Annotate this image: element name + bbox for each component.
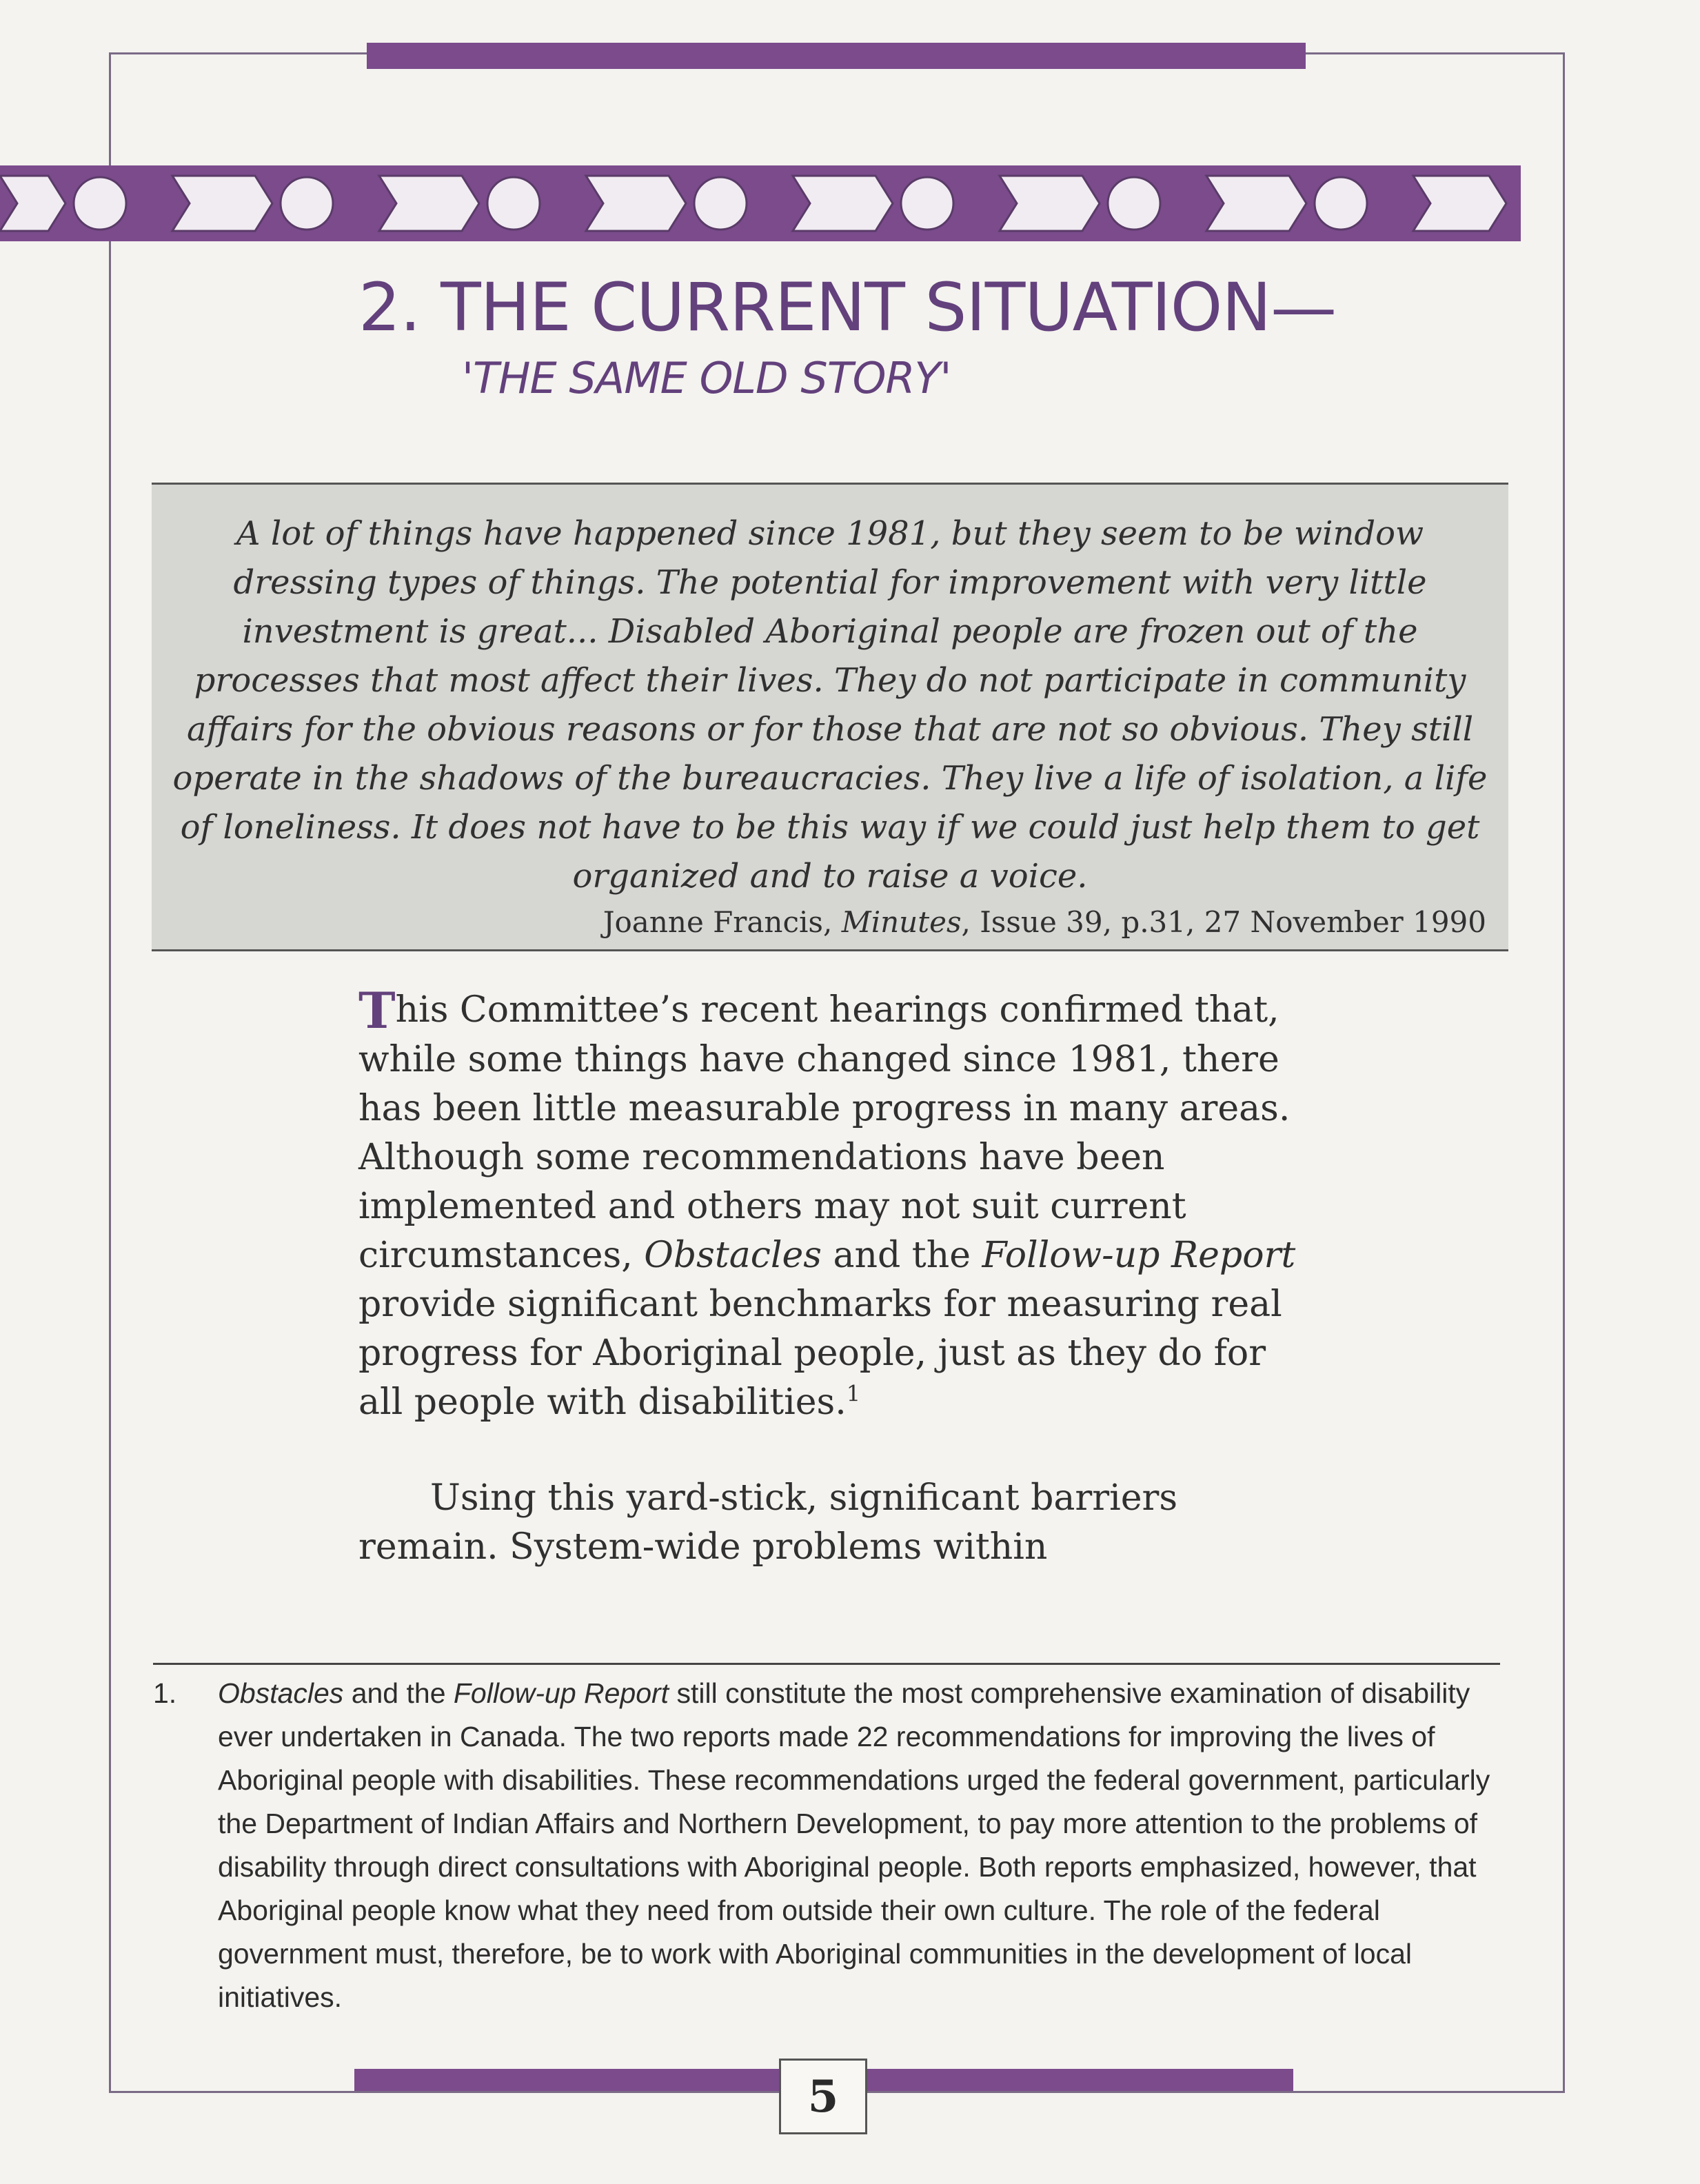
obstacles-title: Obstacles: [644, 1235, 822, 1276]
pull-quote: [152, 483, 1508, 951]
top-decorative-bar: [367, 43, 1306, 69]
footnote-body: still constitute the most comprehensive examination of disability ever undertaken in Canada. The two reports made 22 recommendations for improving the lives of Aboriginal people with disabilities. These recommendations urged the federal government, particularly the Department of Indian Affairs and Northern Development, to pay more attention to the problems of disability through direct consultations with Aboriginal people. Both reports emphasized, however, that Aboriginal people know what they need from outside their own culture. The role of the federal government must, therefore, be to work with Aboriginal communities in the development of local initiatives.: [218, 1677, 1490, 2013]
follow-up-report-title: Follow-up Report: [982, 1235, 1296, 1276]
pull-quote-text: A lot of things have happened since 1981, but they seem to be window dressing types of things. The potential for improvement with very little investment is great... Disabled Aboriginal people are frozen out of the processes that most affect their lives. They do not participate in community affairs for the obvious reasons or for those that are not so obvious. They still operate in the shadows of the bureaucracies. They live a life of isolation, a life of loneliness. It does not have to be this way if we could just help them to get organized and to raise a voice.: [172, 514, 1488, 896]
credit-details: , Issue 39, p.31, 27 November 1990: [961, 905, 1486, 939]
body-paragraph-2: Using this yard-stick, significant barriers remain. System-wide problems within: [358, 1477, 1178, 1568]
footnote-follow-up-report-title: Follow-up Report: [453, 1677, 669, 1709]
heading-block: [358, 269, 1393, 403]
decorative-band: [0, 165, 1521, 241]
footnote-divider: [153, 1663, 1500, 1665]
credit-author: Joanne Francis,: [603, 905, 833, 939]
footnote-text: [218, 1672, 1500, 2019]
body-paragraph-1: [358, 981, 1296, 1427]
body-text: [358, 981, 1296, 1608]
body-paragraph-1-end: provide significant benchmarks for measuring real progress for Aboriginal people, just as they do for all people with disabilities.: [358, 1284, 1282, 1423]
footnote-reference[interactable]: 1: [846, 1380, 861, 1407]
drop-cap: T: [358, 981, 396, 1040]
footnote-and: and the: [343, 1677, 454, 1709]
pull-quote-credit: [603, 905, 1486, 939]
body-paragraph-1-start: his Committee’s recent hearings confirmed that, while some things have changed since 1981, there has been little measurable progress in many areas. Although some recommendations have been implemented and others may not suit current circumstances,: [358, 989, 1291, 1276]
footnote-obstacles-title: Obstacles: [218, 1677, 344, 1709]
page-subtitle: 'THE SAME OLD STORY': [462, 353, 951, 403]
credit-source: Minutes: [841, 905, 962, 939]
decorative-band-graphic: [0, 165, 1521, 241]
page-title: 2. THE CURRENT SITUATION—: [358, 269, 1337, 346]
footnote: [153, 1672, 1500, 2019]
page-number: 5: [779, 2059, 867, 2134]
footnote-number: 1.: [153, 1677, 177, 1709]
body-paragraph-1-and: and the: [821, 1235, 982, 1276]
